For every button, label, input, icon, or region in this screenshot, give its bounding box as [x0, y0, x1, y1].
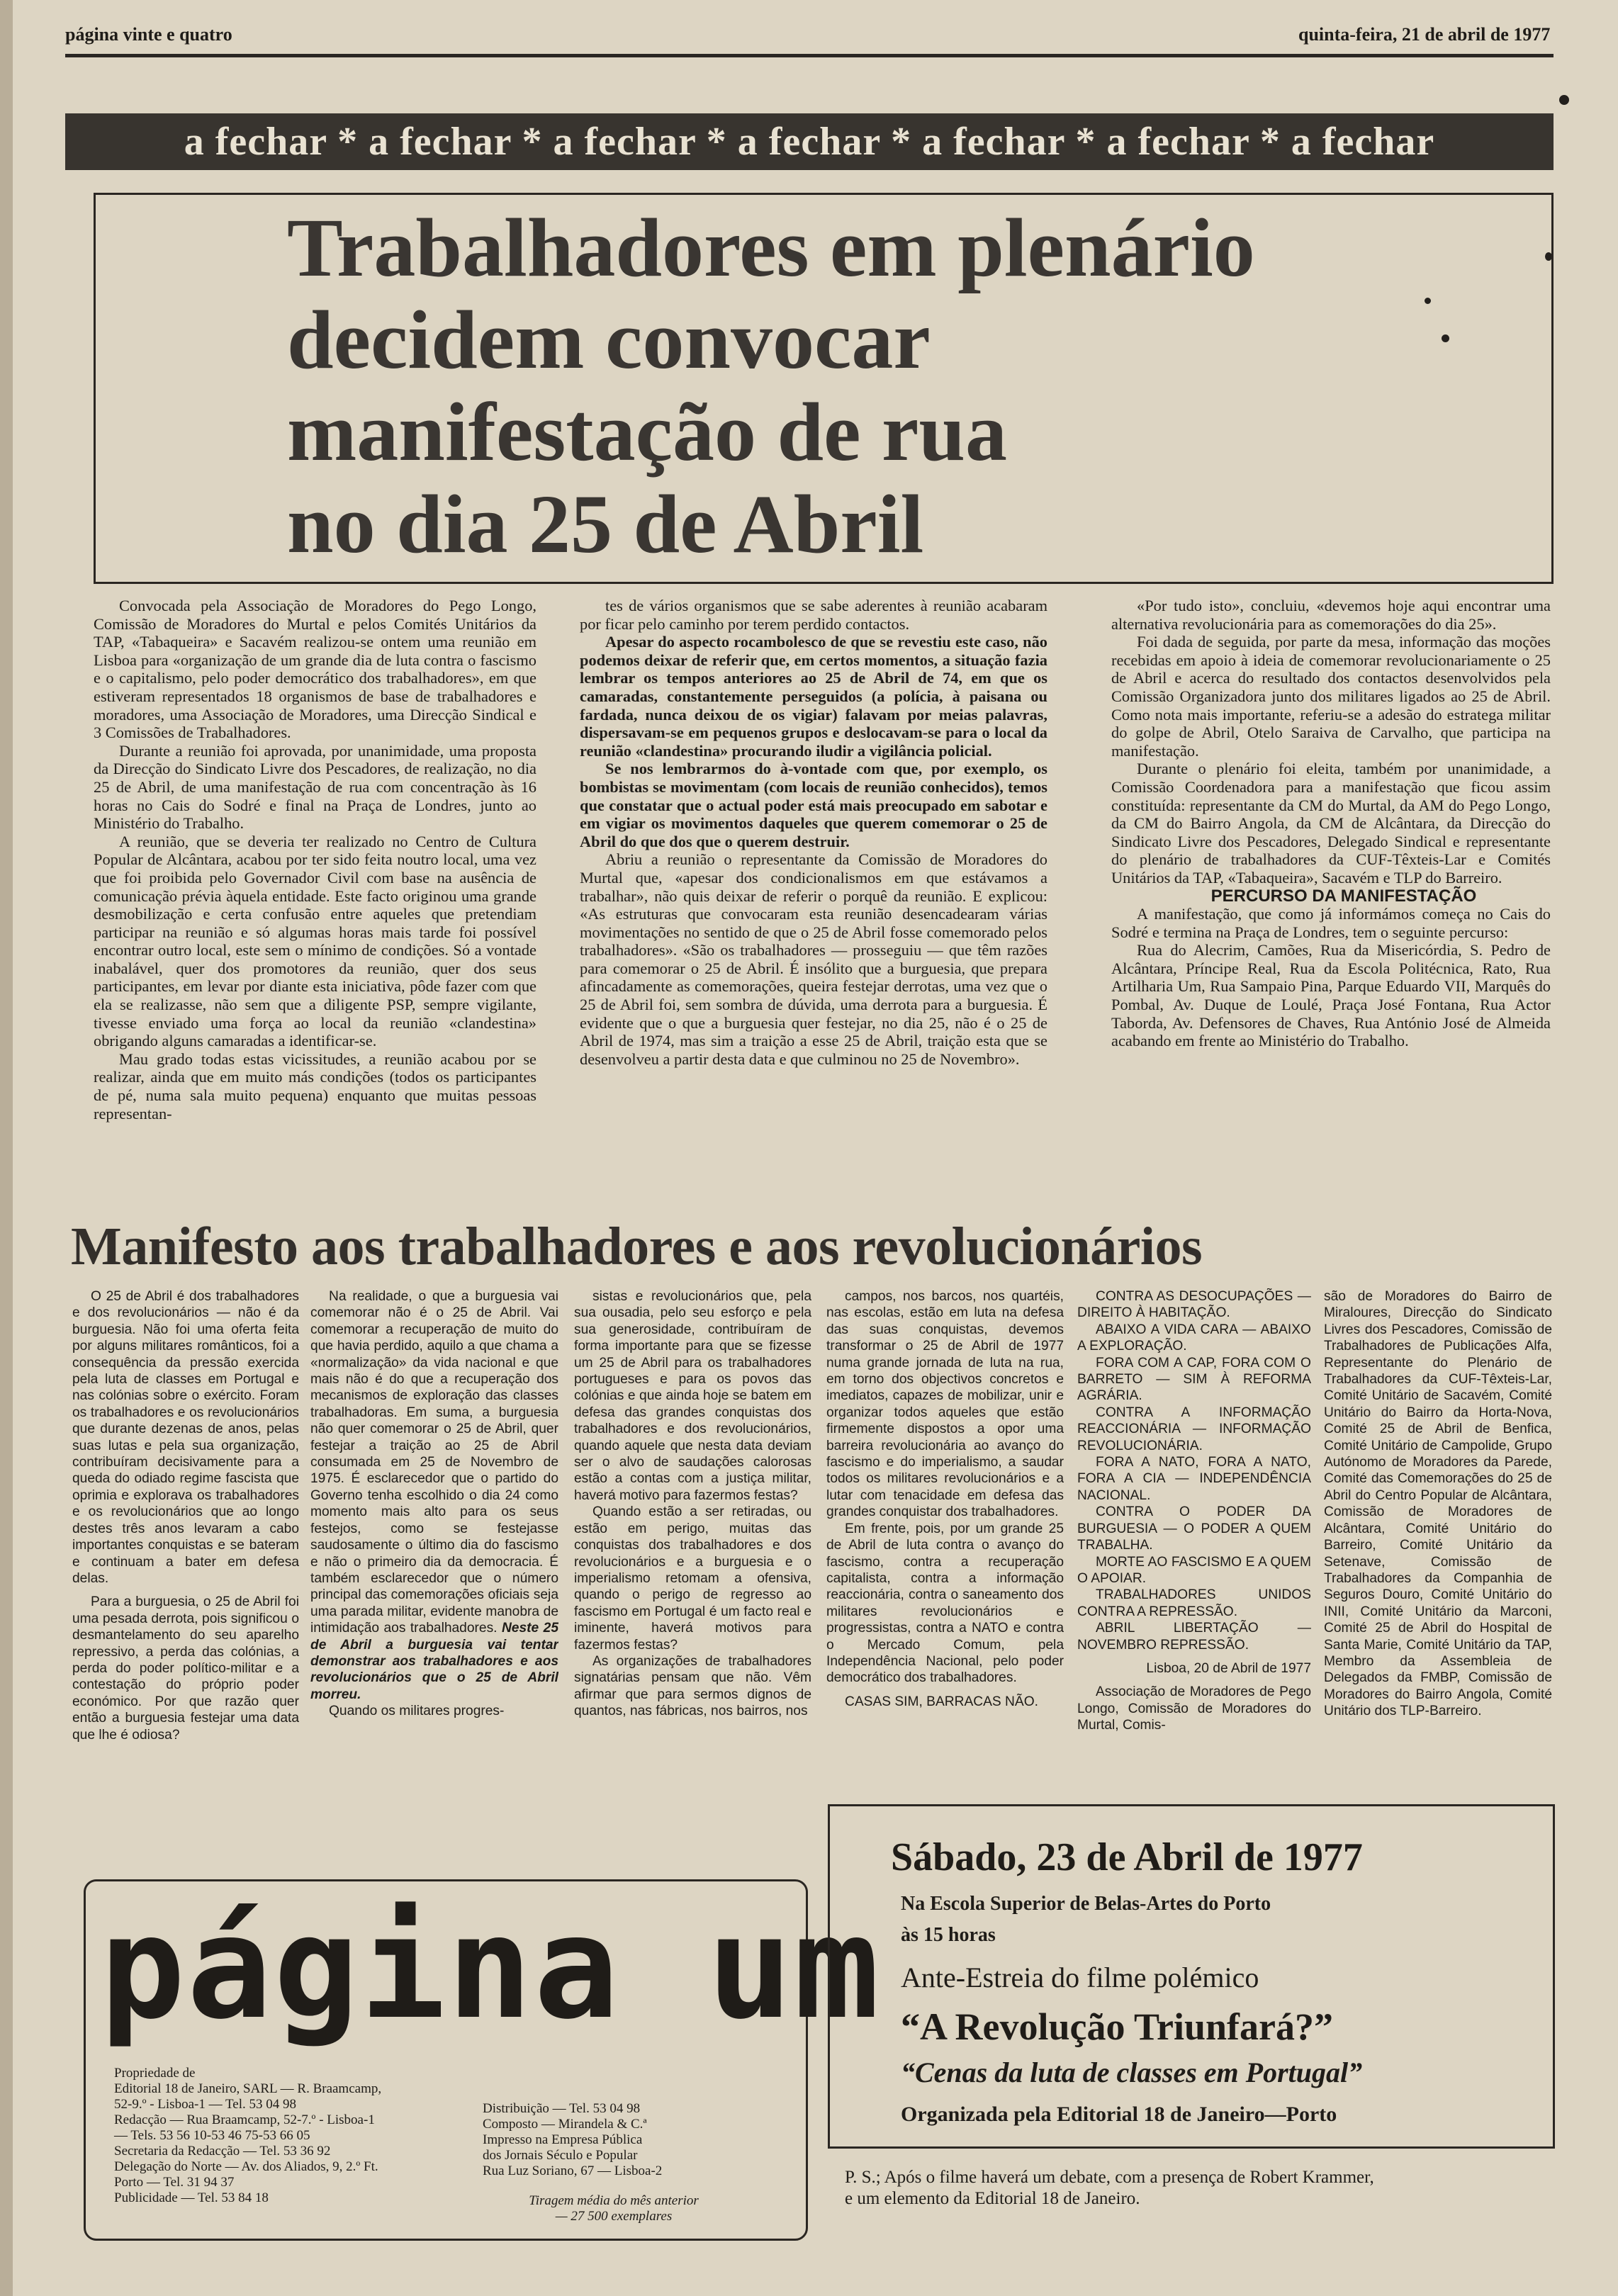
slogan: CONTRA O PODER DA BURGUESIA — O PODER A QUEM TRABALHA. [1077, 1504, 1311, 1553]
paragraph-bold: Apesar do aspecto rocambolesco de que se revestiu este caso, não podemos deixar de referir que, em certos momentos, a situação fazia lembrar os tempos anteriores ao 25 de Abril de 74, em que os camaradas, constantemente perseguidos (a polícia, à paisana ou fardada, nunca deixou de os vigiar) falavam por meias palavras, dispersavam-se em pequenos grupos e deslocavam-se para o local da reunião «clandestina» procurando iludir a vigilância policial. [580, 633, 1047, 760]
paragraph: tes de vários organismos que se sabe aderentes à reunião acabaram por ficar pelo caminho por terem perdido contactos. [580, 597, 1047, 633]
paragraph: Quando os militares progres- [329, 1704, 505, 1719]
banner-a-fechar: a fechar * a fechar * a fechar * a fechar * a fechar * a fechar * a fechar [65, 113, 1554, 170]
ps-line: e um elemento da Editorial 18 de Janeiro. [845, 2189, 1140, 2208]
paragraph: O 25 de Abril é dos trabalhadores e dos revolucionários — não é da burguesia. Não foi uma oferta feita por alguns militares românticos, foi a consequência da pressão exercida pela luta de classes em Portugal e nas colónias sobre o exército. Foram os trabalhadores e os revolucionários que durante dezenas de anos, pelas suas lutas e pela sua organização, contribuíram decisivamente para a queda do odiado regime fascista que oprimia e explorava os trabalhadores e os revolucionários que ao longo destes três anos levaram a cabo importantes conquistas e se bateram e continuam a bater em defesa delas. [72, 1289, 299, 1586]
page-date: quinta-feira, 21 de abril de 1977 [1298, 24, 1551, 45]
imprint-line: dos Jornais Século e Popular [483, 2148, 638, 2163]
headline-line: manifestação de rua [287, 386, 1007, 478]
imprint-left [114, 2066, 381, 2206]
imprint-line: Editorial 18 de Janeiro, SARL — R. Braamcamp, [114, 2081, 382, 2096]
paragraph: CASAS SIM, BARRACAS NÃO. [845, 1694, 1038, 1709]
manifesto-column-1 [72, 1288, 299, 1799]
route-paragraph: Rua do Alecrim, Camões, Rua da Misericórdia, S. Pedro de Alcântara, Príncipe Real, Rua da Escola Politécnica, Rato, Rua Artilharia Um, Rua Sampaio Pina, Parque Eduardo VII, Marquês do Pombal, Av. Duque de Loulé, Praça José Fontana, Rua Actor Taborda, Av. Defensores de Chaves, Rua António José de Almeida acabando em frente ao Ministério do Trabalho. [1111, 941, 1551, 1050]
circulation-note [483, 2193, 745, 2224]
paragraph: Para a burguesia, o 25 de Abril foi uma pesada derrota, pois significou o desmantelamento do seu aparelho repressivo, a perda das colónias, a perda do poder político-militar e a contestação do próprio poder económico. Por que razão quer então a burguesia festejar uma data que lhe é odiosa? [72, 1594, 299, 1743]
ink-spot [1559, 95, 1569, 105]
lead-headline [287, 202, 1534, 570]
circulation-line: Tiragem média do mês anterior [529, 2193, 699, 2208]
imprint-line: Delegação do Norte — Av. dos Aliados, 9, 2.º Ft. [114, 2159, 378, 2174]
dateline: Lisboa, 20 de Abril de 1977 [1146, 1660, 1311, 1676]
manifesto-column-3 [574, 1288, 811, 1834]
slogan: TRABALHADORES UNIDOS CONTRA A REPRESSÃO. [1077, 1587, 1311, 1619]
paragraph-bold: Se nos lembrarmos do à-vontade com que, por exemplo, os bombistas se movimentam (com locais de reunião conhecidos), temos que constatar que o actual poder está mais preocupado em sabotar e em vigiar os movimentos daqueles que querem comemorar o 25 de Abril do que dos que o querem destruir. [580, 760, 1047, 850]
imprint-line: Rua Luz Soriano, 67 — Lisboa-2 [483, 2163, 663, 2178]
manifesto-column-4 [826, 1288, 1064, 1799]
headline-line: no dia 25 de Abril [287, 478, 924, 570]
headline-line: decidem convocar [287, 293, 931, 386]
advert-premiere: Ante-Estreia do filme polémico [901, 1962, 1259, 1993]
imprint-line: Composto — Mirandela & C.ª [483, 2117, 647, 2132]
text-run: Na realidade, o que a burguesia vai comemorar não é o 25 de Abril. Vai comemorar a recuperação de muito do que havia perdido, aquilo a que chama a «normalização» da vida nacional e que mais não é do que a recuperação dos mecanismos de exploração das classes trabalhadoras. Em suma, a burguesia não quer comemorar o 25 de Abril, quer festejar a traição ao 25 de Abril consumada em 25 de Novembro de 1975. É esclarecedor que o partido do Governo tenha escolhido o dia 24 como momento mais alto para os seus festejos, como se festejasse saudosamente o último dia do fascismo e não o primeiro dia da democracia. É também esclarecedor que o número principal das comemorações oficiais seja uma parada militar, evidente manobra de intimidação aos trabalhadores. [310, 1289, 558, 1636]
advert-organizer: Organizada pela Editorial 18 de Janeiro—Porto [901, 2103, 1337, 2126]
subhead-percurso: PERCURSO DA MANIFESTAÇÃO [1210, 886, 1477, 906]
headline-box [94, 193, 1554, 584]
slogan: CONTRA AS DESOCUPAÇÕES — DIREITO À HABITAÇÃO. [1077, 1289, 1311, 1321]
ps-line: P. S.; Após o filme haverá um debate, com a presença de Robert Krammer, [845, 2168, 1374, 2187]
advert-postscript [845, 2167, 1554, 2210]
lead-column-1 [94, 597, 536, 1185]
imprint-line: Secretaria da Redacção — Tel. 53 36 92 [114, 2144, 331, 2159]
advert-time: às 15 horas [901, 1924, 996, 1946]
paragraph: Abriu a reunião o representante da Comissão de Moradores do Murtal que, «apesar dos condicionalismos em que estávamos a trabalhar», não quis deixar de referir o porquê da reunião. E explicou: «As estruturas que convocaram esta reunião desencadearam várias movimentações no sentido de que o 25 de Abril fosse comemorado pelos trabalhadores». «São os trabalhadores — prosseguiu — que têm razões para comemorar o 25 de Abril. É insólito que a burguesia, que prepara afincadamente as comemorações, queira festejar derrotas, uma vez que o 25 de Abril foi, sem sombra de dúvida, uma derrota para a burguesia. É evidente que o que a burguesia quer festejar, no dia 25, não é o 25 de Abril de 1974, mas sim a traição a esse 25 de Abril, traição esta que se desenvolveu a partir desta data e que culminou no 25 de Novembro». [580, 850, 1047, 1068]
lead-column-3 [1111, 597, 1551, 1185]
headline-line: Trabalhadores em plenário [287, 201, 1255, 294]
film-title: “A Revolução Triunfará?” [901, 2005, 1334, 2048]
pagina-um-logo: página um [100, 1886, 881, 2051]
paragraph: Durante o plenário foi eleita, também por unanimidade, a Comissão Coordenadora para a manifestação que ficou assim constituída: representante da CM do Murtal, da AM do Pego Longo, da CM do Bairro Angola, da CM de Alcântara, da Direcção do Sindicato Livre dos Pescadores, Delegado Sindical e representante do plenário de trabalhadores da CUF-Têxteis-Lar e Comités Unitários da TAP, «Tabaqueira», Sacavém e TLP do Barreiro. [1111, 760, 1551, 887]
imprint-line: — Tels. 53 56 10-53 46 75-53 66 05 [114, 2128, 310, 2143]
paragraph: Em frente, pois, por um grande 25 de Abril de luta contra o avanço do fascismo, contra a recuperação capitalista, contra a informação reaccionária, contra o saneamento dos militares revolucionários e progressistas, contra a NATO e contra o Mercado Comum, pela Independência Nacional, pelo poder democrático dos trabalhadores. [826, 1521, 1064, 1686]
pagina-um-masthead [84, 1879, 881, 2241]
paragraph: sistas e revolucionários que, pela sua ousadia, pelo seu esforço e pela sua generosidade, contribuíram de forma importante para que se fizesse um 25 de Abril para os trabalhadores portugueses e para os povos das colónias e que ainda hoje se batem em defesa das grandes conquistas dos trabalhadores e dos revolucionários, quando aquele que nesta data deviam ser o alvo de saudações calorosas estão a contas com a justiça militar, haverá motivo para fazermos festas? [574, 1289, 811, 1503]
manifesto-headline: Manifesto aos trabalhadores e aos revolucionários [71, 1217, 1203, 1276]
circulation-line: — 27 500 exemplares [555, 2209, 673, 2224]
paragraph [310, 1288, 558, 1703]
imprint-line: Distribuição — Tel. 53 04 98 [483, 2101, 641, 2116]
paragraph: Foi dada de seguida, por parte da mesa, informação das moções recebidas em apoio à ideia de comemorar revolucionariamente o 25 de Abril e acerca do resultado dos contactos desenvolvidos pela Comissão Organizadora junto dos militares ligados ao 25 de Abril. Como nota mais importante, referiu-se a adesão do estratega militar do golpe de Abril, Otelo Saraiva de Carvalho, que participa na manifestação. [1111, 633, 1551, 760]
paragraph: campos, nos barcos, nos quartéis, nas escolas, estão em luta na defesa das suas conquistas, devemos transformar o 25 de Abril de 1977 numa grande jornada de luta na rua, em torno dos objectivos concretos e imediatos, capazes de mobilizar, unir e organizar todos aqueles que estão firmemente dispostos a opor uma barreira revolucionária ao avanço do fascismo e do imperialismo, a saudar todos os militares revolucionários e a lutar com tenacidade em defesa das grandes conquistar dos trabalhadores. [826, 1289, 1064, 1520]
page-label: página vinte e quatro [65, 24, 232, 45]
imprint-line: Publicidade — Tel. 53 84 18 [114, 2190, 269, 2205]
slogan: MORTE AO FASCISMO E A QUEM O APOIAR. [1077, 1554, 1311, 1586]
paragraph: A manifestação, que como já informámos começa no Cais do Sodré e termina na Praça de Londres, tem o seguinte percurso: [1111, 905, 1551, 941]
slogan: CONTRA A INFORMAÇÃO REACCIONÁRIA — INFORMAÇÃO REVOLUCIONÁRIA. [1077, 1405, 1311, 1453]
imprint-line: Impresso na Empresa Pública [483, 2132, 643, 2147]
paragraph: Convocada pela Associação de Moradores do Pego Longo, Comissão de Moradores do Murtal e pelos Comités Unitários da TAP, «Tabaqueira» e Sacavém realizou-se ontem uma reunião em Lisboa para «organização de um grande dia de luta contra o fascismo e o capitalismo, pelo poder democrático dos trabalhadores», em que estiveram representados 18 organismos de base de trabalhadores e moradores, uma Associação de Moradores, uma Direcção Sindical e 3 Comissões de Trabalhadores. [94, 597, 536, 742]
imprint-line: Porto — Tel. 31 94 37 [114, 2175, 235, 2190]
manifesto-column-6 [1324, 1288, 1552, 1799]
paragraph: Durante a reunião foi aprovada, por unanimidade, uma proposta da Direcção do Sindicato Livre dos Pescadores, de realização, no dia 25 de Abril, de uma manifestação de rua com concentração às 16 horas no Cais do Sodré e final na Praça de Londres, junto ao Ministério do Trabalho. [94, 741, 536, 833]
paragraph: Mau grado todas estas vicissitudes, a reunião acabou por se realizar, ainda que em muito más condições (todos os participantes de pé, numa sala muito pequena) enquanto que muitas pessoas representan- [94, 1049, 536, 1122]
imprint-line: Redacção — Rua Braamcamp, 52-7.º - Lisboa-1 [114, 2112, 375, 2127]
imprint-line: 52-9.º - Lisboa-1 — Tel. 53 04 98 [114, 2097, 296, 2112]
paragraph: A reunião, que se deveria ter realizado no Centro de Cultura Popular de Alcântara, acabou por ter sido feita noutro local, uma vez que foi proibida pelo Governador Civil com base na ausência de comunicação prévia àquela entidade. Este facto originou uma grande desmobilização e certa confusão entre aqueles que pretendiam participar na reunião e só algumas horas mais tarde foi possível encontrar outro local, este sem o mínimo de condições. Só a vontade inabalável, quer dos promotores da reunião, quer dos seus participantes, em levar por diante esta iniciativa, pôde fazer com que ela se realizasse, não sem que a diligente PSP, sempre vigilante, tivesse enviado uma força ao local da reunião «clandestina» obrigando alguns camaradas a identificar-se. [94, 832, 536, 1050]
paragraph: «Por tudo isto», concluiu, «devemos hoje aqui encontrar uma alternativa revolucionária para as comemorações do dia 25». [1111, 597, 1551, 633]
paragraph: As organizações de trabalhadores signatárias pensam que não. Vêm afirmar que para sermos dignos de quantos, nas fábricas, nos bairros, nos [574, 1653, 811, 1719]
slogan: FORA COM A CAP, FORA COM O BARRETO — SIM À REFORMA AGRÁRIA. [1077, 1355, 1311, 1404]
lead-column-2 [580, 597, 1047, 1185]
paper-edge [0, 0, 13, 2296]
slogan: ABRIL LIBERTAÇÃO — NOVEMBRO REPRESSÃO. [1077, 1621, 1311, 1653]
imprint-line: Propriedade de [114, 2066, 196, 2081]
advert-date: Sábado, 23 de Abril de 1977 [891, 1835, 1363, 1879]
imprint-right [483, 2101, 662, 2179]
header-rule [65, 54, 1554, 57]
film-advert [828, 1804, 1555, 2149]
film-subtitle: “Cenas da luta de classes em Portugal” [901, 2056, 1363, 2088]
slogan: ABAIXO A VIDA CARA — ABAIXO A EXPLORAÇÃO. [1077, 1322, 1311, 1354]
advert-venue: Na Escola Superior de Belas-Artes do Porto [901, 1893, 1271, 1915]
signatories: são de Moradores do Bairro de Miraloures, Direcção do Sindicato Livres dos Pescadores, Comissão de Trabalhadores de Publicações Alfa, Representante do Plenário de Trabalhadores da CUF-Têxteis-Lar, Comité Unitário de Sacavém, Comité Unitário do Bairro da Horta-Nova, Comité 25 de Abril de Benfica, Comité Unitário de Campolide, Grupo Autónomo de Moradores da Parede, Comité das Comemorações do 25 de Abril do Centro Popular de Alcântara, Comissão de Moradores de Alcântara, Comité Unitário do Barreiro, Comité Unitário da Setenave, Comissão de Trabalhadores da Companhia de Seguros Douro, Comité Unitário do INII, Comité Unitário da Marconi, Comité 25 de Abril do Hospital de Santa Marie, Comité Unitário da TAP, Membro da Assembleia de Delegados da FMBP, Comissão de Moradores do Bairro Angola, Comité Unitário dos TLP-Barreiro. [1324, 1289, 1552, 1719]
signatories: Associação de Moradores de Pego Longo, Comissão de Moradores do Murtal, Comis- [1077, 1684, 1311, 1733]
italic-run: Neste 25 de Abril a burguesia vai tentar demonstrar aos trabalhadores e aos revolucionários que o 25 de Abril morreu. [310, 1621, 558, 1702]
slogan: FORA A NATO, FORA A NATO, FORA A CIA — INDEPENDÊNCIA NACIONAL. [1077, 1455, 1311, 1503]
paragraph: Quando estão a ser retiradas, ou estão em perigo, muitas das conquistas dos trabalhadores e dos revolucionários e a burguesia e o imperialismo retomam a ofensiva, quando o perigo de regresso ao fascismo em Portugal é um facto real e iminente, haverá motivos para fazermos festas? [574, 1504, 811, 1653]
manifesto-column-5 [1077, 1288, 1311, 1799]
manifesto-column-2 [310, 1288, 558, 1834]
